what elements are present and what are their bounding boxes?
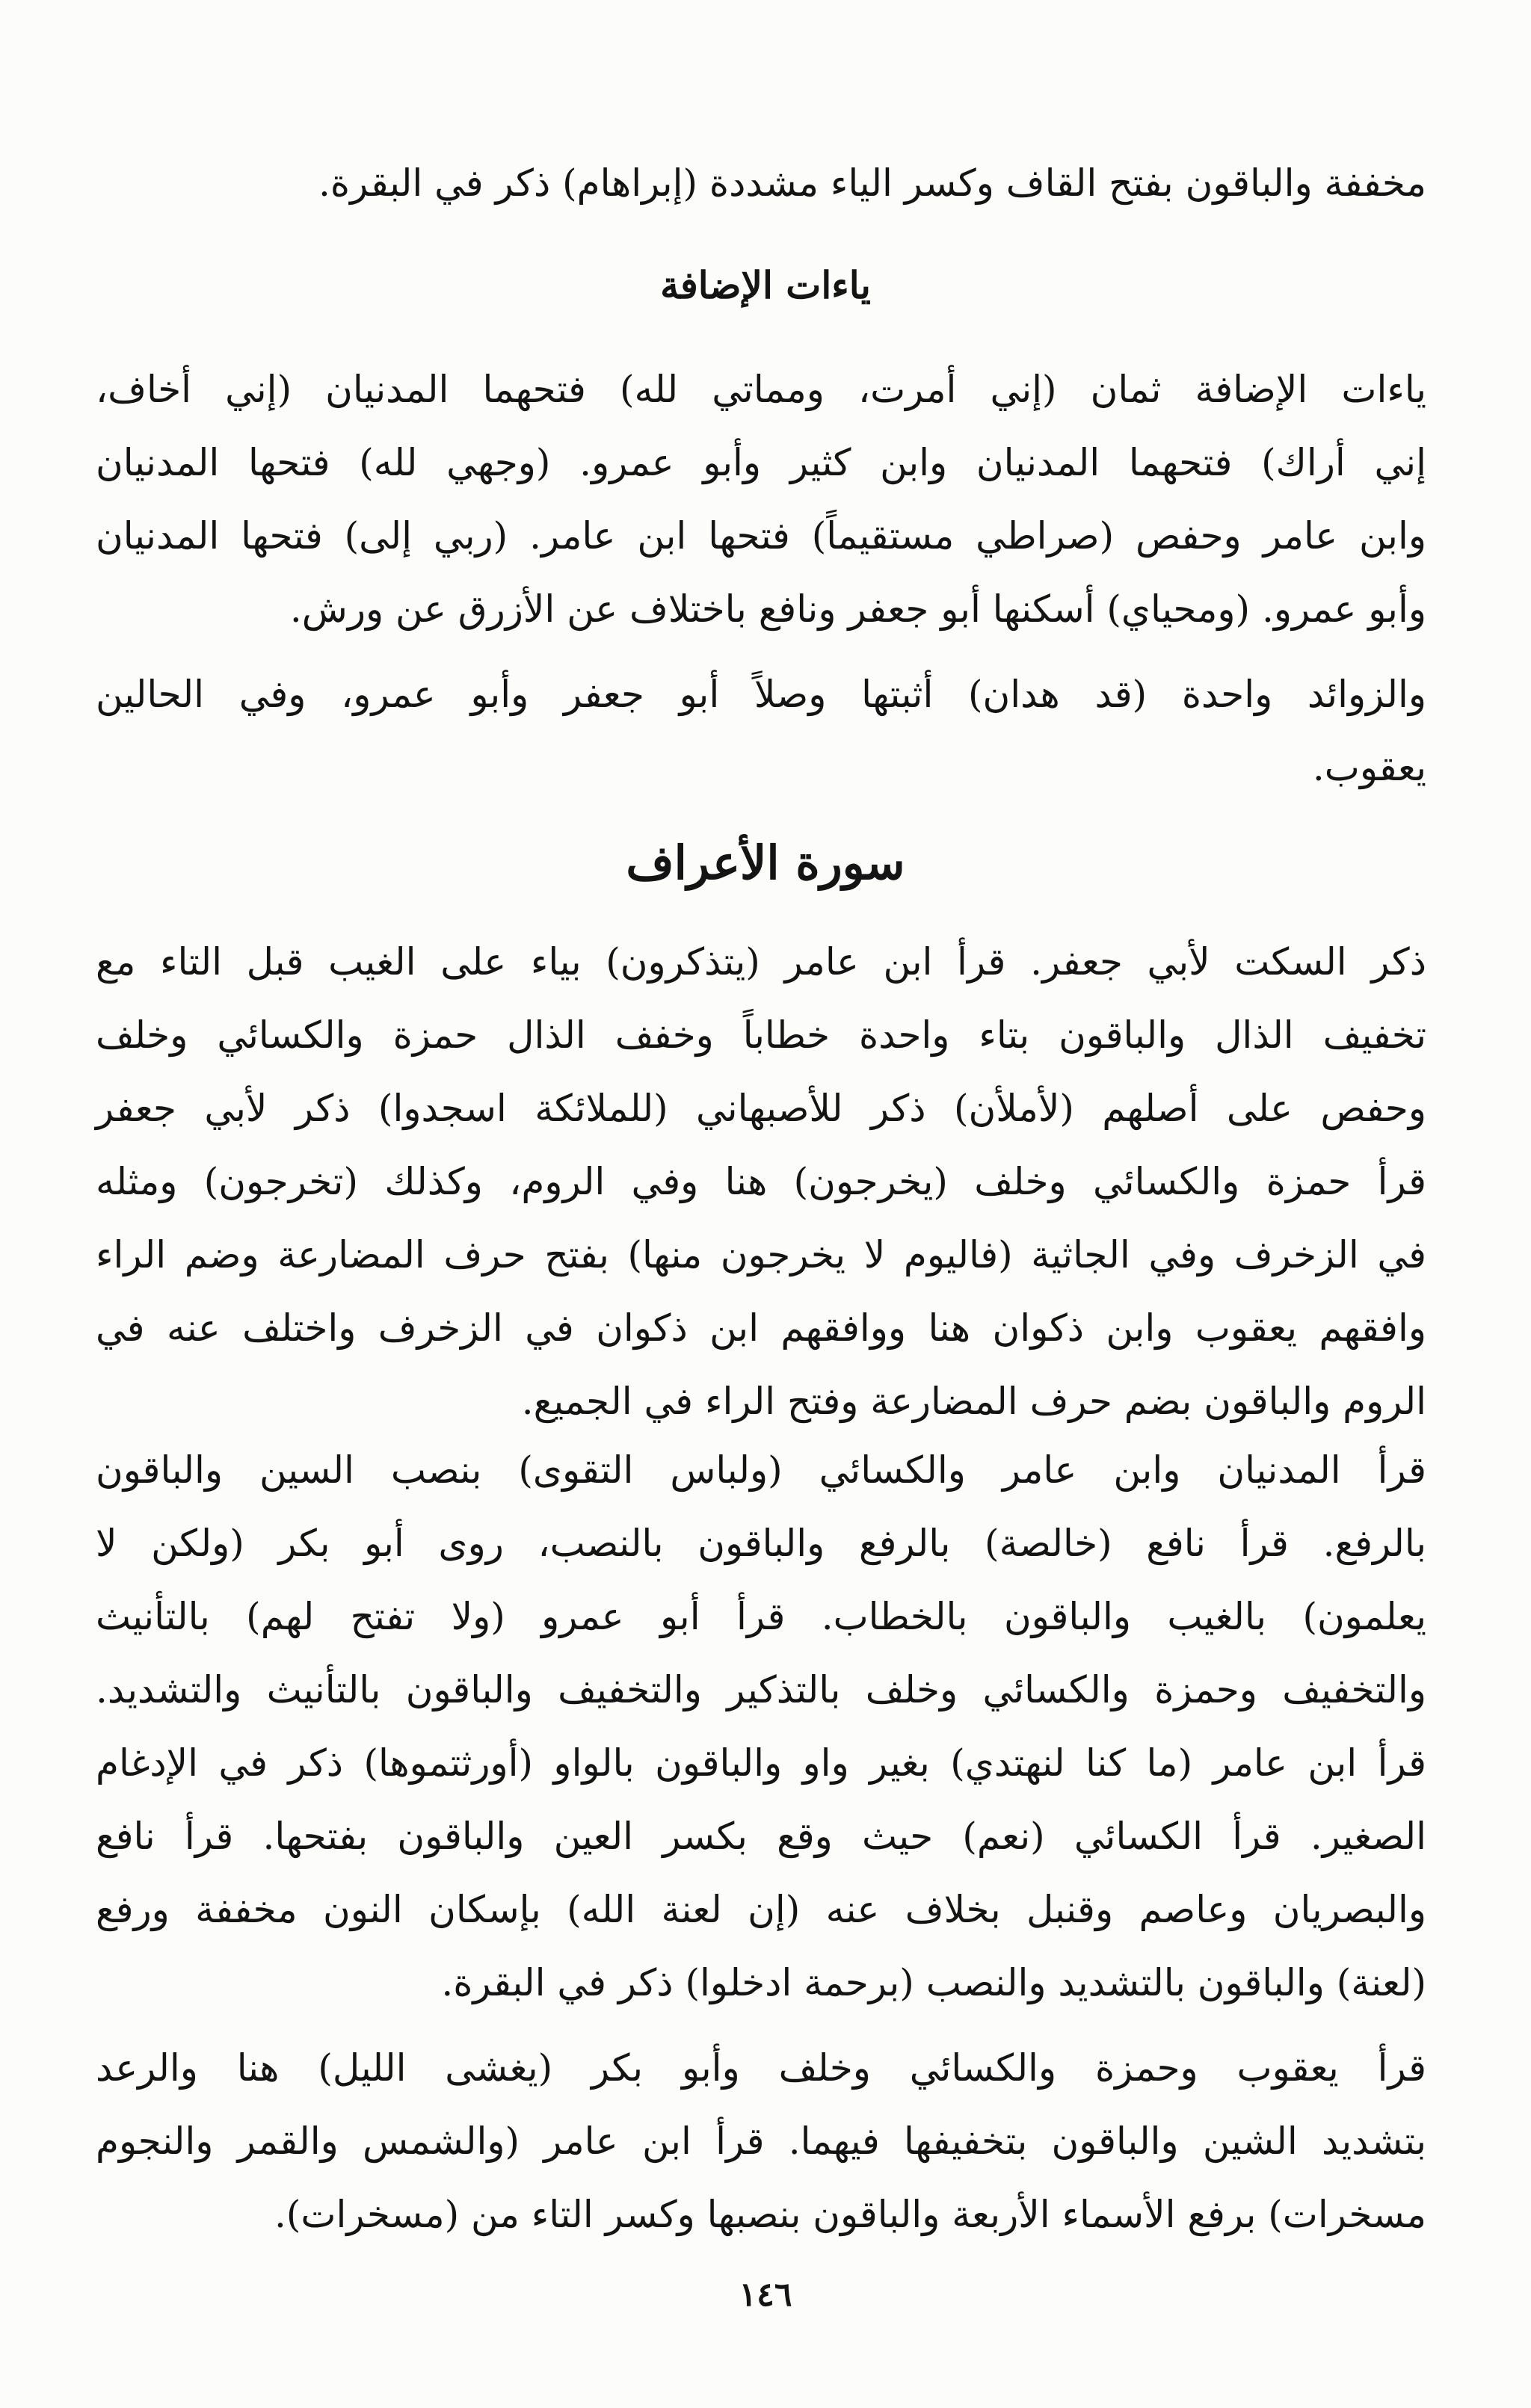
text-line: بالرفع. قرأ نافع (خالصة) بالرفع والباقون بالنصب، روى أبو بكر (ولكن لا bbox=[96, 1522, 1426, 1565]
text-line: قرأ يعقوب وحمزة والكسائي وخلف وأبو بكر (يغشى الليل) هنا والرعد bbox=[96, 2046, 1426, 2090]
text-line: وأبو عمرو. (ومحياي) أسكنها أبو جعفر ونافع باختلاف عن الأزرق عن ورش. bbox=[289, 587, 1426, 631]
text-line: بتشديد الشين والباقون بتخفيفها فيهما. قرأ ابن عامر (والشمس والقمر والنجوم bbox=[96, 2120, 1426, 2163]
text-line: ياءات الإضافة ثمان (إني أمرت، ومماتي لله) فتحهما المدنيان (إني أخاف، bbox=[96, 368, 1426, 411]
text-line: قرأ المدنيان وابن عامر والكسائي (ولباس التقوى) بنصب السين والباقون bbox=[96, 1448, 1427, 1492]
section-heading-idafa: ياءات الإضافة bbox=[660, 263, 871, 307]
text-line: مسخرات) برفع الأسماء الأربعة والباقون بنصبها وكسر التاء من (مسخرات). bbox=[274, 2193, 1426, 2236]
text-line: قرأ حمزة والكسائي وخلف (يخرجون) هنا وفي الروم، وكذلك (تخرجون) ومثله bbox=[96, 1160, 1426, 1203]
text-line: والتخفيف وحمزة والكسائي وخلف بالتذكير والتخفيف والباقون بالتأنيث والتشديد. bbox=[96, 1668, 1426, 1711]
text-line: (لعنة) والباقون بالتشديد والنصب (برحمة ادخلوا) ذكر في البقرة. bbox=[441, 1961, 1426, 2004]
intro-paragraph bbox=[96, 146, 1426, 220]
idafa-paragraph-2 bbox=[96, 658, 1426, 804]
text-line: تخفيف الذال والباقون بتاء واحدة خطاباً وخفف الذال حمزة والكسائي وخلف bbox=[96, 1013, 1426, 1057]
text-line: وحفص على أصلهم (لأملأن) ذكر للأصبهاني (للملائكة اسجدوا) ذكر لأبي جعفر bbox=[96, 1087, 1426, 1130]
text-line: إني أراك) فتحهما المدنيان وابن كثير وأبو عمرو. (وجهي لله) فتحها المدنيان bbox=[96, 441, 1426, 484]
text-line: يعلمون) بالغيب والباقون بالخطاب. قرأ أبو عمرو (ولا تفتح لهم) بالتأنيث bbox=[96, 1595, 1426, 1638]
text-line: وابن عامر وحفص (صراطي مستقيماً) فتحها ابن عامر. (ربي إلى) فتحها المدنيان bbox=[96, 514, 1426, 558]
text-line: والبصريان وعاصم وقنبل بخلاف عنه (إن لعنة الله) بإسكان النون مخففة ورفع bbox=[96, 1888, 1426, 1931]
text-line: مخففة والباقون بفتح القاف وكسر الياء مشددة (إبراهام) ذكر في البقرة. bbox=[318, 161, 1426, 205]
araf-paragraph-3 bbox=[96, 2031, 1426, 2251]
text-line: يعقوب. bbox=[1312, 746, 1426, 789]
text-line: الصغير. قرأ الكسائي (نعم) حيث وقع بكسر العين والباقون بفتحها. قرأ نافع bbox=[96, 1815, 1426, 1858]
araf-paragraph-2 bbox=[96, 1433, 1426, 2019]
text-line: في الزخرف وفي الجاثية (فاليوم لا يخرجون منها) بفتح حرف المضارعة وضم الراء bbox=[96, 1233, 1426, 1276]
idafa-paragraph-1 bbox=[96, 353, 1426, 646]
surah-heading-araf: سورة الأعراف bbox=[626, 836, 905, 890]
text-line: ذكر السكت لأبي جعفر. قرأ ابن عامر (يتذكرون) بياء على الغيب قبل التاء مع bbox=[96, 940, 1426, 984]
page-number: ١٤٦ bbox=[739, 2276, 792, 2314]
text-line: والزوائد واحدة (قد هدان) أثبتها وصلاً أبو جعفر وأبو عمرو، وفي الحالين bbox=[96, 673, 1426, 716]
araf-paragraph-1 bbox=[96, 925, 1426, 1438]
text-line: الروم والباقون بضم حرف المضارعة وفتح الراء في الجميع. bbox=[521, 1380, 1426, 1423]
text-line: قرأ ابن عامر (ما كنا لنهتدي) بغير واو والباقون بالواو (أورثتموها) ذكر في الإدغام bbox=[96, 1741, 1426, 1785]
text-line: وافقهم يعقوب وابن ذكوان هنا ووافقهم ابن ذكوان في الزخرف واختلف عنه في bbox=[96, 1306, 1426, 1350]
